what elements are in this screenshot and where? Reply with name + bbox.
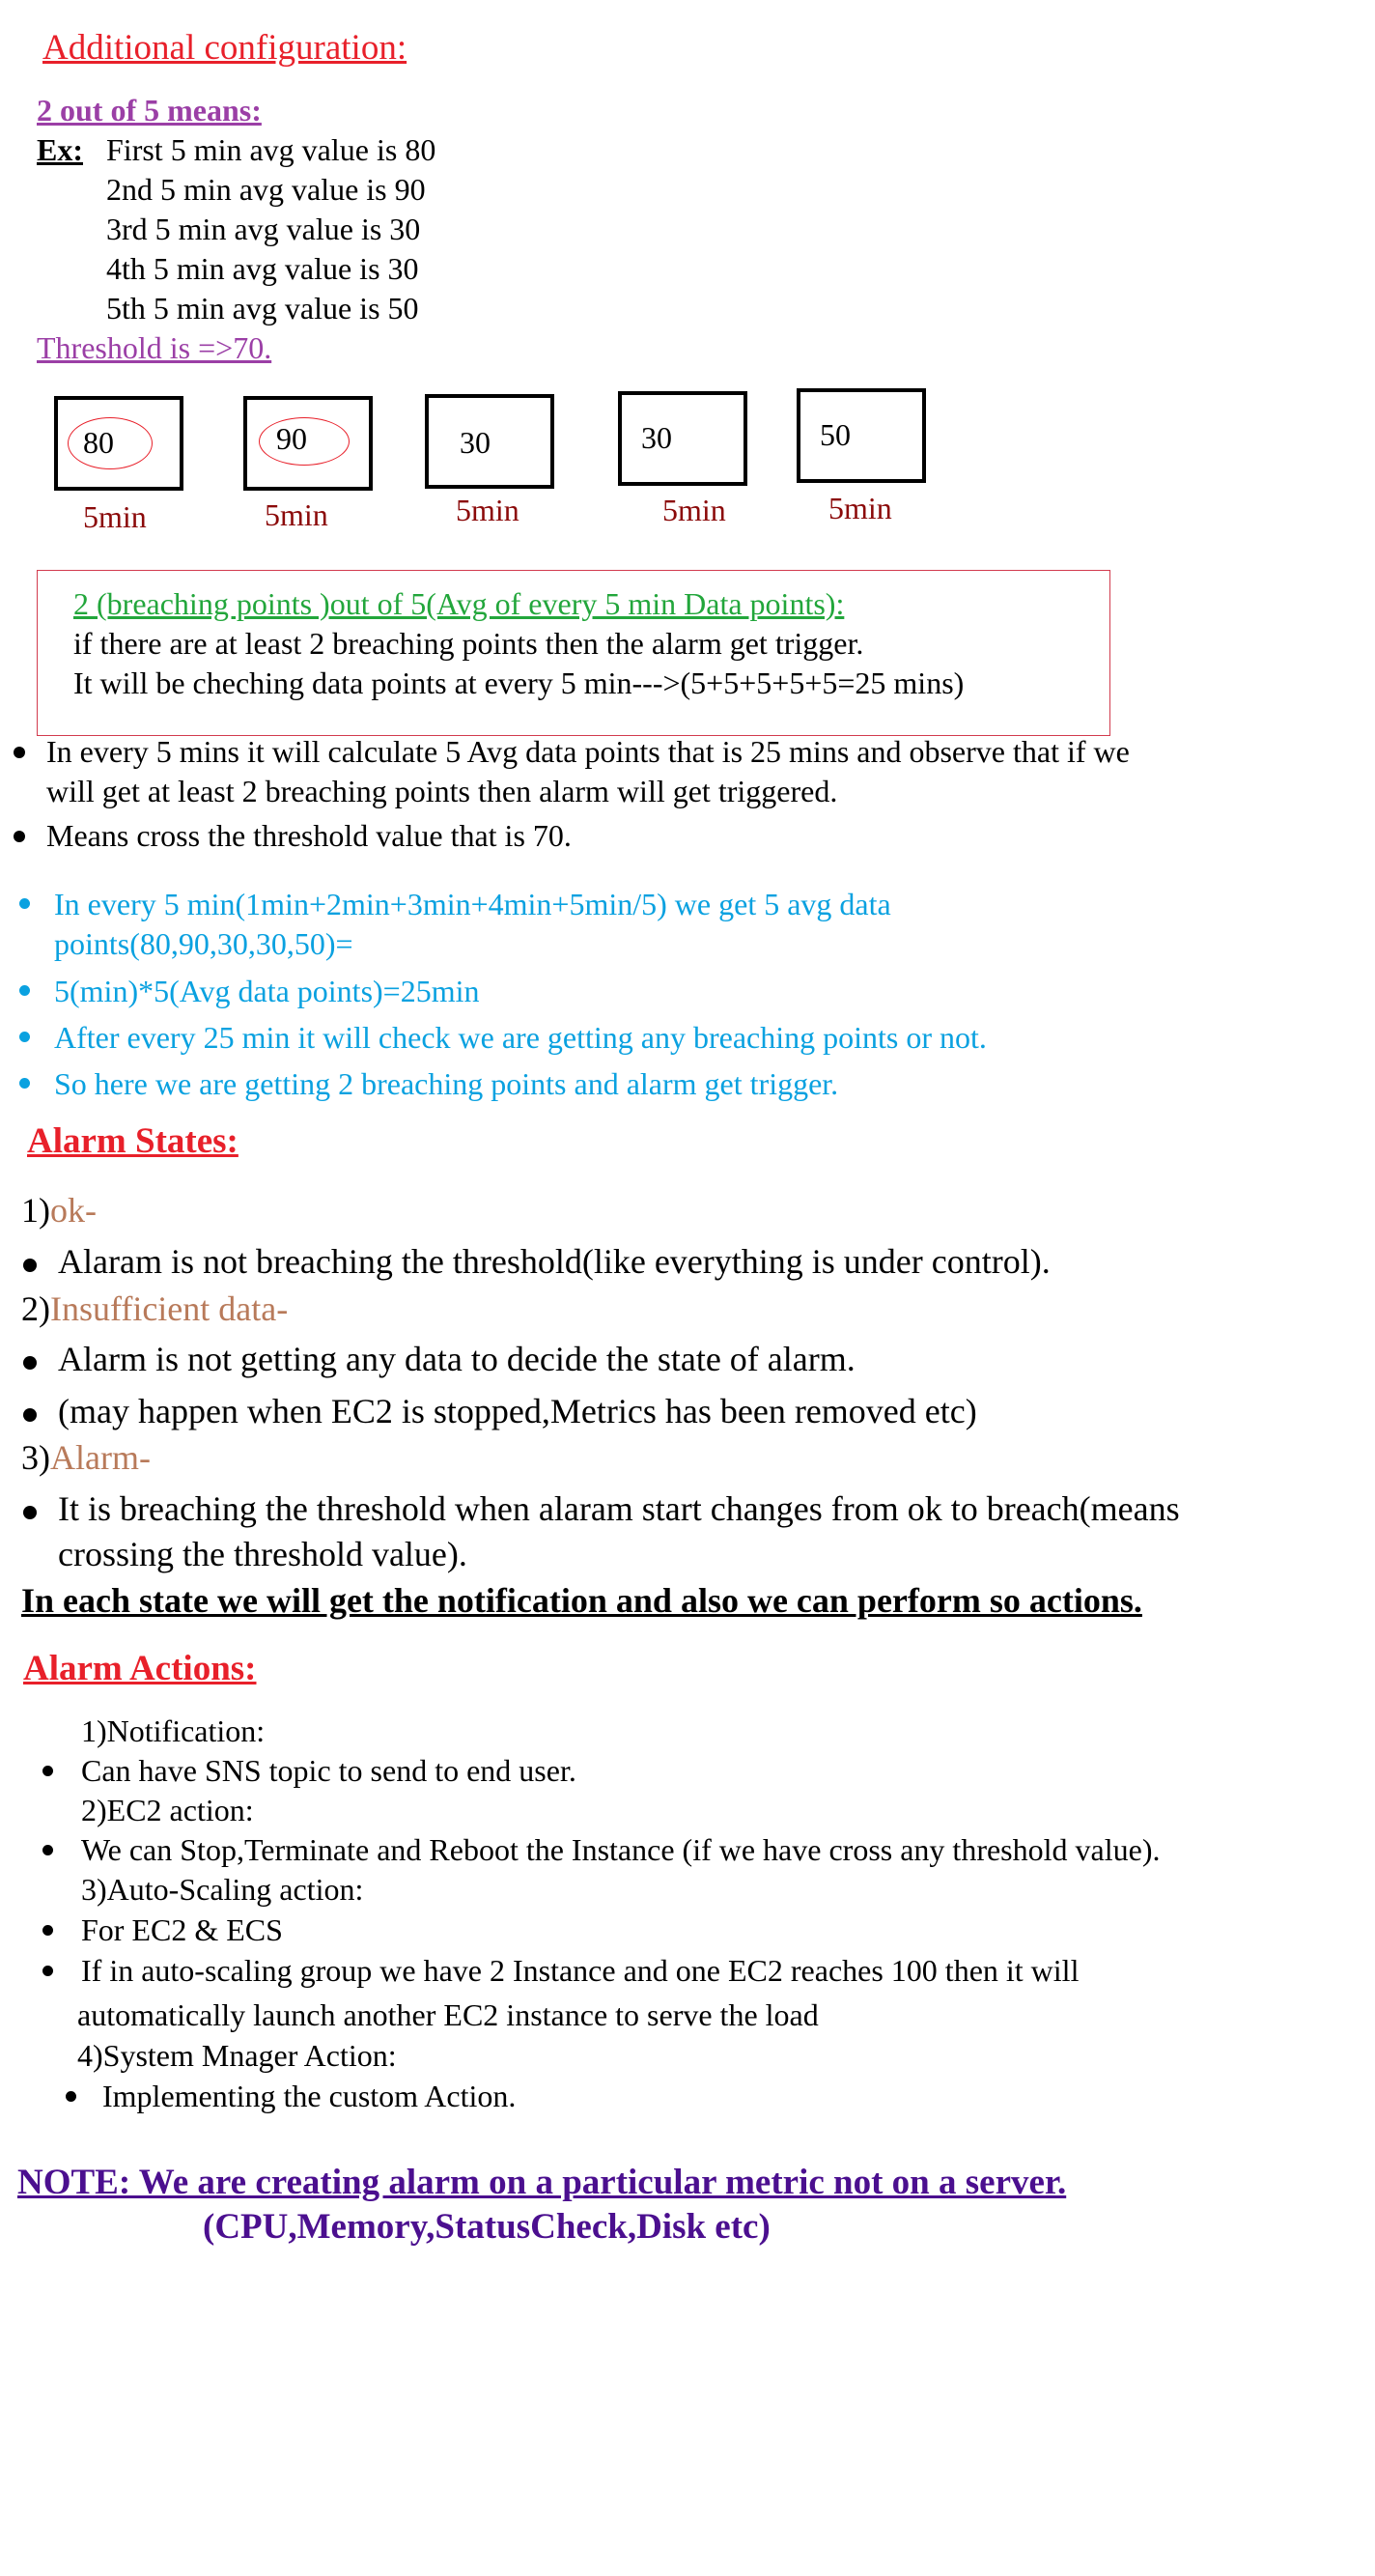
datapoint-value: 90 [276,421,307,456]
state-insufficient-name: Insufficient data- [50,1289,289,1328]
datapoint-box-5 [797,388,926,483]
example-heading: 2 out of 5 means: [37,93,262,127]
datapoint-label-1: 5min [83,499,147,534]
info-bullet-2: Means cross the threshold value that is 70. [46,818,572,853]
bullet-icon [14,747,25,758]
state-ok-bullet: Alaram is not breaching the threshold(like everything is under control). [58,1242,1051,1281]
breach-heading: 2 (breaching points )out of 5(Avg of every 5 min Data points): [73,586,845,621]
state-insufficient-bullet-2: (may happen when EC2 is stopped,Metrics has been removed etc) [58,1392,977,1430]
info-bullet-1-line-1: In every 5 mins it will calculate 5 Avg data points that is 25 mins and observe that if we [46,734,1130,769]
bullet-icon [23,1356,37,1370]
example-label: Ex: [37,132,83,167]
state-insufficient-bullet-1: Alarm is not getting any data to decide the state of alarm. [58,1340,856,1378]
example-line-4: 4th 5 min avg value is 30 [106,251,419,286]
action-ec2-title: 2)EC2 action: [81,1793,254,1827]
calc-bullet-3: After every 25 min it will check we are getting any breaching points or not. [54,1020,987,1055]
bullet-icon [42,1766,53,1776]
state-alarm-name: Alarm- [50,1438,151,1477]
breach-line-2: It will be cheching data points at every 5 min--->(5+5+5+5+5=25 mins) [73,665,965,700]
datapoint-label-3: 5min [456,493,519,527]
calc-bullet-1-line-2: points(80,90,30,30,50)= [54,926,353,961]
datapoint-label-2: 5min [265,497,328,532]
bullet-icon [23,1408,37,1422]
action-notification-title: 1)Notification: [81,1713,266,1748]
note-line-1: NOTE: We are creating alarm on a particular metric not on a server. [17,2163,1067,2202]
datapoint-box-4 [618,391,747,486]
state-insufficient-title [21,1288,288,1329]
calc-bullet-2: 5(min)*5(Avg data points)=25min [54,974,480,1008]
bullet-icon [14,831,25,842]
bullet-icon [23,1259,37,1272]
alarm-states-heading: Alarm States: [27,1121,239,1161]
example-line-1: First 5 min avg value is 80 [106,132,436,167]
breach-line-1: if there are at least 2 breaching points then the alarm get trigger. [73,626,864,661]
bullet-icon [42,1925,53,1936]
example-line-5: 5th 5 min avg value is 50 [106,291,419,326]
bullet-icon [66,2091,76,2102]
state-insufficient-number: 2) [21,1289,50,1328]
calc-bullet-1-line-1: In every 5 min(1min+2min+3min+4min+5min/5) we get 5 avg data [54,887,891,921]
action-systems-manager-bullet: Implementing the custom Action. [102,2079,517,2113]
page-title: Additional configuration: [42,28,407,68]
action-autoscaling-title: 3)Auto-Scaling action: [81,1872,364,1907]
state-alarm-bullet-line-2: crossing the threshold value). [58,1535,467,1573]
action-notification-bullet: Can have SNS topic to send to end user. [81,1753,576,1788]
datapoint-value: 80 [83,425,114,460]
bullet-icon [19,1032,30,1042]
bullet-icon [42,1845,53,1855]
state-ok-title [21,1190,97,1231]
threshold-text: Threshold is =>70. [37,330,272,365]
alarm-actions-heading: Alarm Actions: [23,1649,257,1688]
calc-bullet-4: So here we are getting 2 breaching points and alarm get trigger. [54,1066,839,1101]
note-line-2: (CPU,Memory,StatusCheck,Disk etc) [203,2207,771,2247]
state-alarm-title [21,1437,151,1478]
datapoint-value: 30 [641,420,672,455]
datapoint-value: 30 [460,425,491,460]
datapoint-label-4: 5min [662,493,726,527]
bullet-icon [19,985,30,996]
action-ec2-bullet: We can Stop,Terminate and Reboot the Instance (if we have cross any threshold value). [81,1832,1161,1867]
info-bullet-1-line-2: will get at least 2 breaching points then alarm will get triggered. [46,774,838,808]
bullet-icon [19,898,30,909]
action-autoscaling-bullet-1: For EC2 & ECS [81,1912,283,1947]
datapoint-box-2 [243,396,373,491]
action-systems-manager-title: 4)System Mnager Action: [77,2038,397,2073]
example-line-3: 3rd 5 min avg value is 30 [106,212,421,246]
bullet-icon [19,1078,30,1089]
bullet-icon [23,1506,37,1519]
action-autoscaling-bullet-2-line-2: automatically launch another EC2 instance to serve the load [77,1997,819,2032]
datapoint-label-5: 5min [828,491,892,525]
datapoint-box-1 [54,396,183,491]
state-ok-name: ok- [50,1191,97,1230]
state-alarm-number: 3) [21,1438,50,1477]
datapoint-box-3 [425,394,554,489]
action-autoscaling-bullet-2-line-1: If in auto-scaling group we have 2 Instance and one EC2 reaches 100 then it will [81,1953,1080,1988]
datapoint-value: 50 [820,417,851,452]
state-ok-number: 1) [21,1191,50,1230]
alarm-states-summary: In each state we will get the notification and also we can perform so actions. [21,1581,1142,1620]
example-line-2: 2nd 5 min avg value is 90 [106,172,426,207]
state-alarm-bullet-line-1: It is breaching the threshold when alaram start changes from ok to breach(means [58,1489,1180,1528]
bullet-icon [42,1966,53,1976]
